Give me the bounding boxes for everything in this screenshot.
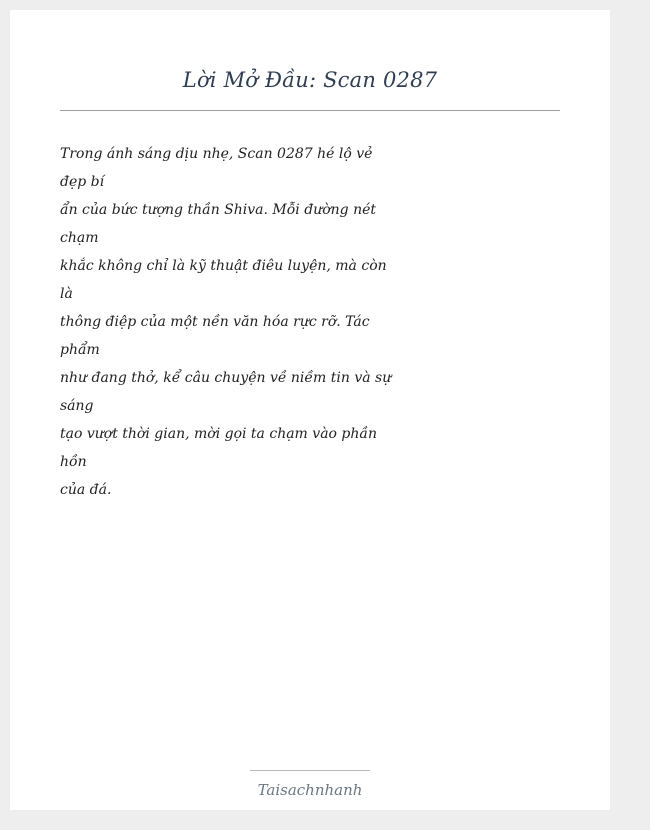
body-line: ẩn của bức tượng thần Shiva. Mỗi đường nét: [60, 202, 376, 218]
document-page: [10, 10, 610, 810]
page-title: Lời Mở Đầu: Scan 0287: [182, 68, 438, 92]
body-line: sáng: [60, 398, 94, 414]
body-line: thông điệp của một nền văn hóa rực rỡ. Tác: [60, 314, 370, 330]
body-line: phẩm: [60, 342, 100, 358]
body-line: tạo vượt thời gian, mời gọi ta chạm vào phần: [60, 426, 377, 442]
body-line: chạm: [60, 230, 99, 246]
body-line: đẹp bí: [60, 174, 105, 190]
body-paragraph: [60, 140, 392, 504]
body-line: khắc không chỉ là kỹ thuật điêu luyện, mà còn: [60, 258, 387, 274]
title-divider: [60, 110, 560, 111]
body-line: là: [60, 286, 73, 302]
body-line: hồn: [60, 454, 87, 470]
body-line: như đang thở, kể câu chuyện về niềm tin và sự: [60, 370, 392, 386]
body-line: Trong ánh sáng dịu nhẹ, Scan 0287 hé lộ vẻ: [60, 146, 373, 162]
footer-brand: Taisachnhanh: [257, 781, 363, 799]
footer-divider: [250, 770, 370, 771]
body-line: của đá.: [60, 482, 112, 498]
